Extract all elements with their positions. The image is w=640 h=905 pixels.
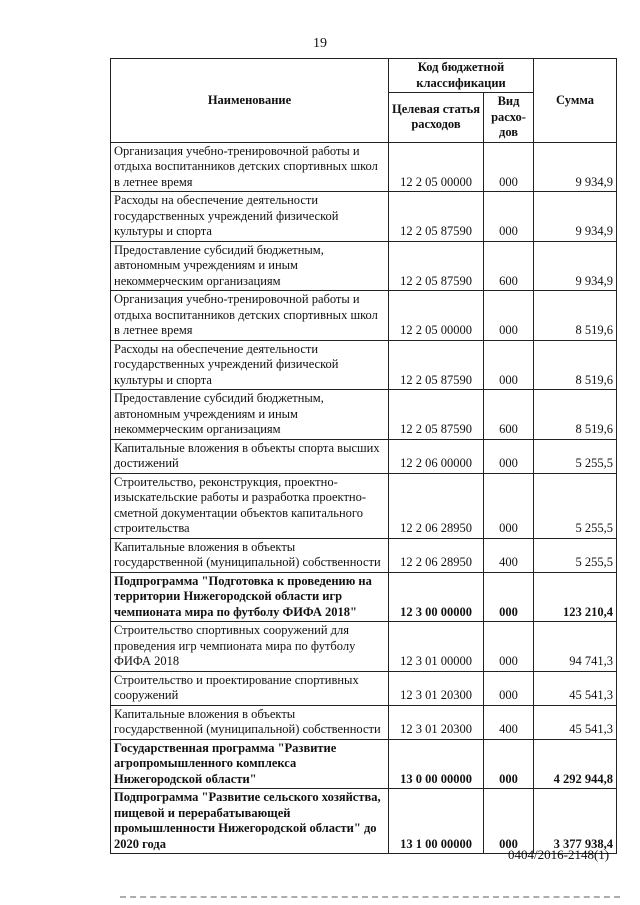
row-name: Строительство, реконструкция, проектно-изыскательские работы и разработка проектно-сметной документации объектов капитального строительства <box>111 473 389 538</box>
row-sum: 5 255,5 <box>534 473 617 538</box>
row-name: Строительство спортивных сооружений для проведения игр чемпионата мира по футболу ФИФА 2018 <box>111 622 389 672</box>
table-row <box>111 192 617 242</box>
row-expense-type: 000 <box>484 572 534 622</box>
row-expense-type: 000 <box>484 142 534 192</box>
row-name: Расходы на обеспечение деятельности государственных учреждений физической культуры и спорта <box>111 192 389 242</box>
row-sum: 8 519,6 <box>534 291 617 341</box>
row-expense-type: 000 <box>484 622 534 672</box>
row-sum: 9 934,9 <box>534 192 617 242</box>
table-row <box>111 789 617 854</box>
table-row <box>111 572 617 622</box>
table-row <box>111 622 617 672</box>
row-expense-type: 000 <box>484 439 534 473</box>
row-code: 12 3 01 20300 <box>389 671 484 705</box>
row-sum: 4 292 944,8 <box>534 739 617 789</box>
header-sum: Сумма <box>534 59 617 143</box>
row-expense-type: 600 <box>484 241 534 291</box>
scan-artifact-line <box>120 896 620 899</box>
row-name: Капитальные вложения в объекты государственной (муниципальной) собственности <box>111 705 389 739</box>
row-expense-type: 000 <box>484 291 534 341</box>
row-name: Подпрограмма "Подготовка к проведению на территории Нижегородской области игр чемпионата мира по футболу ФИФА 2018" <box>111 572 389 622</box>
row-name: Строительство и проектирование спортивных сооружений <box>111 671 389 705</box>
table-row <box>111 739 617 789</box>
row-code: 12 3 00 00000 <box>389 572 484 622</box>
row-sum: 8 519,6 <box>534 340 617 390</box>
row-code: 12 2 05 87590 <box>389 340 484 390</box>
row-sum: 45 541,3 <box>534 671 617 705</box>
table-row <box>111 439 617 473</box>
row-expense-type: 000 <box>484 192 534 242</box>
row-code: 12 2 05 00000 <box>389 142 484 192</box>
header-name: Наименование <box>111 59 389 143</box>
row-code: 12 3 01 00000 <box>389 622 484 672</box>
row-sum: 94 741,3 <box>534 622 617 672</box>
table-row <box>111 291 617 341</box>
row-expense-type: 000 <box>484 671 534 705</box>
table-header-row <box>111 59 617 93</box>
table-row <box>111 705 617 739</box>
header-code-group: Код бюджетной классификации <box>389 59 534 93</box>
row-code: 12 3 01 20300 <box>389 705 484 739</box>
row-name: Капитальные вложения в объекты государственной (муниципальной) собственности <box>111 538 389 572</box>
row-name: Предоставление субсидий бюджетным, автономным учреждениям и иным некоммерческим организациям <box>111 241 389 291</box>
budget-table <box>110 58 617 854</box>
row-code: 12 2 05 00000 <box>389 291 484 341</box>
table-row <box>111 142 617 192</box>
row-sum: 8 519,6 <box>534 390 617 440</box>
row-name: Подпрограмма "Развитие сельского хозяйства, пищевой и перерабатывающей промышленности Нижегородской области" до 2020 года <box>111 789 389 854</box>
table-body <box>111 142 617 854</box>
row-code: 12 2 05 87590 <box>389 241 484 291</box>
row-expense-type: 400 <box>484 538 534 572</box>
row-code: 12 2 06 28950 <box>389 538 484 572</box>
row-expense-type: 400 <box>484 705 534 739</box>
row-code: 12 2 05 87590 <box>389 390 484 440</box>
row-code: 13 0 00 00000 <box>389 739 484 789</box>
row-expense-type: 000 <box>484 739 534 789</box>
table-row <box>111 671 617 705</box>
row-sum: 5 255,5 <box>534 538 617 572</box>
row-code: 12 2 05 87590 <box>389 192 484 242</box>
table-row <box>111 473 617 538</box>
table-row <box>111 241 617 291</box>
row-expense-type: 600 <box>484 390 534 440</box>
row-sum: 5 255,5 <box>534 439 617 473</box>
row-code: 12 2 06 00000 <box>389 439 484 473</box>
row-expense-type: 000 <box>484 340 534 390</box>
row-sum: 123 210,4 <box>534 572 617 622</box>
header-target-item: Целевая статья расходов <box>389 93 484 143</box>
header-expense-type: Вид расхо-дов <box>484 93 534 143</box>
row-sum: 45 541,3 <box>534 705 617 739</box>
table-row <box>111 538 617 572</box>
row-code: 12 2 06 28950 <box>389 473 484 538</box>
document-number: 0404/2016-2148(1) <box>508 847 610 862</box>
row-expense-type: 000 <box>484 473 534 538</box>
row-code: 13 1 00 00000 <box>389 789 484 854</box>
row-name: Государственная программа "Развитие агропромышленного комплекса Нижегородской области" <box>111 739 389 789</box>
row-name: Организация учебно-тренировочной работы и отдыха воспитанников детских спортивных школ в летнее время <box>111 291 389 341</box>
table-row <box>111 390 617 440</box>
row-name: Предоставление субсидий бюджетным, автономным учреждениям и иным некоммерческим организациям <box>111 390 389 440</box>
table-row <box>111 340 617 390</box>
row-name: Расходы на обеспечение деятельности государственных учреждений физической культуры и спорта <box>111 340 389 390</box>
row-sum: 3 377 938,4 <box>534 789 617 854</box>
page-number: 19 <box>313 36 327 51</box>
row-name: Капитальные вложения в объекты спорта высших достижений <box>111 439 389 473</box>
row-sum: 9 934,9 <box>534 241 617 291</box>
row-expense-type: 000 <box>484 789 534 854</box>
row-sum: 9 934,9 <box>534 142 617 192</box>
row-name: Организация учебно-тренировочной работы и отдыха воспитанников детских спортивных школ в летнее время <box>111 142 389 192</box>
